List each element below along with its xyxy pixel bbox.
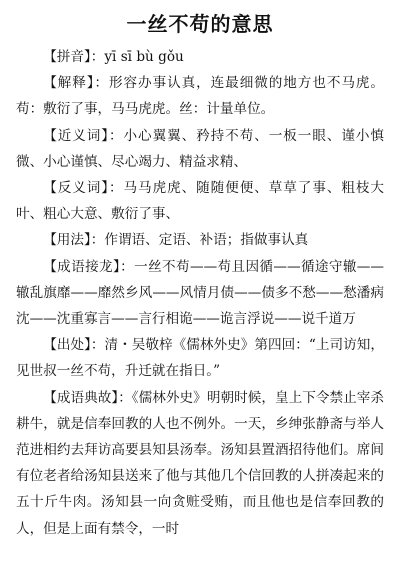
- entry-label: 【出处】: [43, 337, 91, 354]
- entry-source: [16, 332, 384, 384]
- entry-label: 【解释】: [43, 75, 95, 92]
- entry-text: ：《儒林外史》明朝时候，皇上下令禁止宰杀耕牛，就是信奉回教的人也不例外。一天，乡绅张静斋与举人范进相约去拜访高要县知县汤奉。汤知县置酒招待他们。席间有位老者给汤知县送来了他与其他几个信回教的人拼凑起来的五十斤牛肉。汤知县一向贪赃受贿，而且他也是信奉回教的人，但是上面有禁令，一时: [16, 389, 384, 537]
- page-title: 一丝不苟的意思: [126, 12, 274, 36]
- entry-label: 【近义词】: [43, 127, 109, 144]
- entry-label: 【拼音】: [43, 49, 91, 65]
- entry-synonyms: [16, 123, 384, 175]
- entry-text: ：小心翼翼、矜持不苟、一板一眼、谨小慎微、小心谨慎、尽心竭力、精益求精、: [16, 127, 384, 170]
- entry-explanation: [16, 70, 384, 122]
- entry-text: ：形容办事认真，连最细微的地方也不马虎。苟：敷衍了事，马马虎虎。丝：计量单位。: [16, 75, 385, 118]
- entry-text: ：作谓语、定语、补语；指做事认真: [90, 232, 309, 249]
- entry-label: 【成语典故】: [43, 389, 119, 406]
- entry-text: ：马马虎虎、随随便便、草草了事、粗枝大叶、粗心大意、敷衍了事、: [16, 180, 384, 223]
- entry-text: ：yī sī bù gǒu: [90, 49, 184, 65]
- entry-usage: [16, 227, 384, 253]
- entry-pinyin: [16, 44, 384, 70]
- entry-antonyms: [16, 175, 384, 227]
- entry-idiom-chain: [16, 254, 384, 333]
- entry-text: ：一丝不苟——苟且因循——循途守辙——辙乱旗靡——靡然乡风——风情月债——债多不愁——愁潘病沈——沈重寡言——言行相诡——诡言浮说——说千道万: [16, 258, 384, 328]
- entry-story: [16, 385, 384, 542]
- entry-label: 【反义词】: [43, 180, 109, 197]
- entry-label: 【成语接龙】: [43, 258, 121, 275]
- entry-text: ：清・吴敬梓《儒林外史》第四回：“上司访知，见世叔一丝不苟，升迁就在指日。”: [16, 337, 385, 380]
- entry-label: 【用法】: [43, 232, 91, 249]
